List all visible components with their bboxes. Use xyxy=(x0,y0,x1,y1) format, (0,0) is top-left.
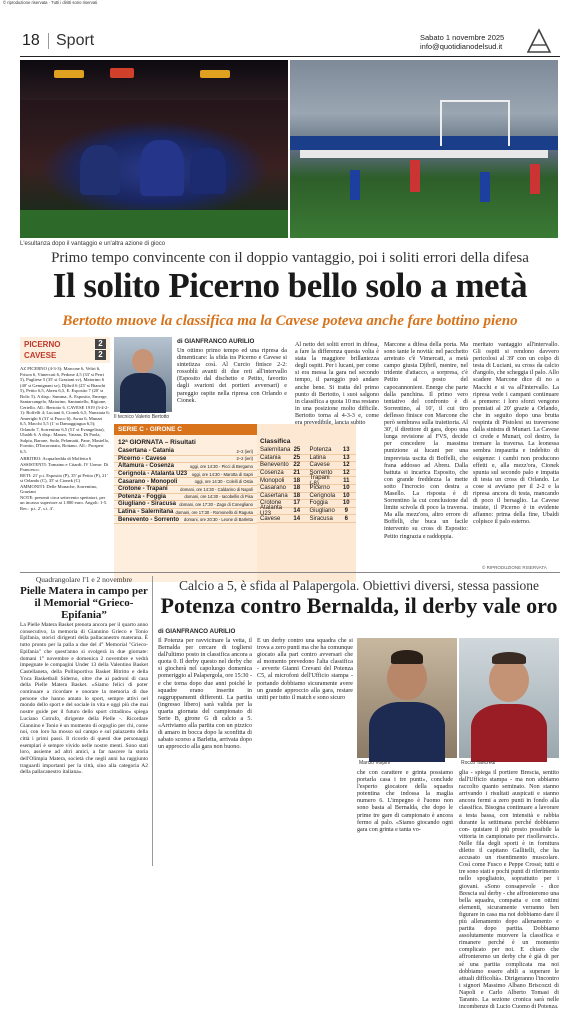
page-number: 18 xyxy=(22,32,40,49)
standings-row xyxy=(307,508,357,516)
standings-row xyxy=(307,474,357,487)
side-story-head xyxy=(20,575,148,621)
standings-points: 10 xyxy=(342,492,350,499)
coach-photo xyxy=(114,337,172,412)
top-photo-caption: L'esultanza dopo il vantaggio e un'altra azione di gioco xyxy=(20,241,166,247)
header-date: Sabato 1 novembre 2025 xyxy=(420,33,505,42)
standings-row xyxy=(257,447,307,455)
results-match: Crotone - Trapani xyxy=(118,486,168,493)
results-match: Giugliano - Siracusa xyxy=(118,501,177,508)
tancredi-caption: Rocco Tancredi xyxy=(461,760,496,766)
standings-points: 10 xyxy=(342,485,350,492)
top-byline: di GIANFRANCO AURILIO xyxy=(177,338,255,345)
standings-team: Casarano xyxy=(260,485,287,492)
home-team: PICERNO xyxy=(24,340,61,349)
header-rule xyxy=(20,56,560,57)
standings-team: Crotone xyxy=(260,500,282,507)
standings-team: Cosenza xyxy=(260,470,284,477)
standings-row xyxy=(257,515,307,523)
results-row xyxy=(114,516,257,524)
second-col-3: che con carattere e grinta possiamo portarla casa i tre punti», conclude l'esperto giocatore della squadra potentina che indossa la maglia numero 6. L'impegno è l'uomo non sono basta al Bernalda, che dopo le prime tre gare di campionato è ancora fermo al palo. «Siamo giocando ogni gara con grinta e tanta vo- xyxy=(357,770,453,833)
results-title: SERIE C - GIRONE C xyxy=(114,424,257,435)
header-email: info@quotidianodelsud.it xyxy=(420,42,503,51)
standings-team: Potenza xyxy=(309,447,332,454)
standings-row xyxy=(257,505,307,518)
volpini-photo xyxy=(357,638,457,758)
cards-text: AMMONITI: Delle Monache, Sorrentino, Graziani xyxy=(20,483,98,494)
results-subtitle: 12ª GIORNATA – Risultati xyxy=(118,439,196,446)
referee-text: ARBITRO: Acquafredda di Molfetta 6 xyxy=(20,456,92,461)
standings-points: 25 xyxy=(293,454,301,461)
results-row xyxy=(114,463,257,471)
second-col-1: Il Potenza per ravvicinare la vetta, il Bernalda per cercare di togliersi dall'ultimo posto in classifica ancora a quota 0. Il derby questo nel derby che si giocherà nel capoluogo domenica pomeriggio al Palapergola, ore 15:30 - e che torna dopo due anni poiché le squadre erano inserite in raggruppamenti differenti. La partita (ingresso libero) sarà valida per la quarta giornata del campionato di Serie B, girone G di calcio a 5. «Arriviamo alla partita con un pizzico di amaro in bocca dopo la sconfitta di sabato scorso a Barletta, arrivata dopo un approccio alla gara non buono. xyxy=(158,638,252,751)
results-score: domani, ore 14:30 - Iacobellis di Pisa xyxy=(184,494,253,500)
results-match: Altamura - Cosenza xyxy=(118,463,175,470)
standings-points: 18 xyxy=(293,485,301,492)
header-divider xyxy=(48,33,49,49)
mid-rule xyxy=(20,572,560,573)
standings-team: Giugliano xyxy=(309,508,335,515)
top-col-3: Marcone a difesa della porta. Ma sono tante le novità: nel pacchetto arretrato c'è Vimercati, a metà campo giusta Djibril, mentre, nel tridente d'attacco, a sorpresa, c'è Petito al posto del capocannoniere. Energe che parte dalla panchina. Il primo vero tentativo del confronto è di Sorrentino, al 10', il cui tiro deflesso finisce con Marcone che però sembrava sulla traiettoria. Al 30', il direttore di gara, dopo una lunga revisione al FVS, decide per concedere la massima punizione ai lucani per una imprevista uscita di Boffelli, che frana addosso ad Abreu. Dalla battuta si incarica Esposito, che con grande freddezza la mette sotto l'incrocio con destra a Masello. La risposta è di Sorrentino la cui conclusione dal limite scivola di poco la traversa. Ma alla mezz'ora, altro errore di Boffelli, che buca un facile intervento su cross di Esposito: Petito ringrazia e raddoppia. xyxy=(384,342,468,540)
celebration-photo xyxy=(20,60,288,238)
standings-row xyxy=(307,515,357,523)
side-divider xyxy=(152,576,153,866)
second-kicker: Calcio a 5, è sfida al Palapergola. Obiettivi diversi, stessa passione xyxy=(178,578,540,593)
standings-team: Latina xyxy=(309,454,326,461)
second-col-2: E un derby contro una squadra che si trova a zero punti ma che ha comunque giocato alla pari contro avversari che al momento prevedono l'alta classifica - avverte Gianni Crevani del Potenza C5, al microfoni dell'Ufficio stampa - portando dobbiamo sicuramente avere un grande approccio alla gara, restare uniti per tutto il match e sono sicuro xyxy=(257,638,353,701)
results-score: domani, ore 14:30 - Caldarino di Napoli xyxy=(180,486,253,492)
standings-row xyxy=(307,455,357,463)
results-score: oggi, ore 14:30 - Picci di Bergamo xyxy=(189,463,253,469)
results-row xyxy=(114,494,257,502)
results-score: oggi, ore 14:30 - Colelli di Ostia xyxy=(194,479,253,485)
assistants-text: ASSISTENTI: Tomaino e Citardi. IV Uomo: Di Francesco. xyxy=(20,461,109,472)
section-title: Sport xyxy=(56,32,95,49)
results-score: domani, ore 17:30 - Romonello di Ragusa xyxy=(175,509,253,515)
standings-points: 25 xyxy=(293,447,301,454)
home-goals: 2 xyxy=(95,339,106,349)
standings-row xyxy=(257,455,307,463)
results-row xyxy=(114,456,257,464)
standings-points: 10 xyxy=(342,500,350,507)
standings-team: Sorrento xyxy=(309,470,333,477)
standings-points: 9 xyxy=(344,508,348,515)
standings-title: Classifica xyxy=(260,438,291,445)
results-match: Latina - Salernitana xyxy=(118,509,174,516)
standings-points: 11 xyxy=(343,477,350,484)
results-row xyxy=(114,501,257,509)
second-col-4: glia - spiega il portiere Brescia, sentito dall'Ufficio stampa - ma non abbiamo raccolto quanto seminato. Non stanno arrivando i risultati auspicati e stanno ancora fermi a zero punti in fondo alla classifica. Bisogna continuare a lavorare a testa bassa, con intensità e rabbia durante la settimana perché dobbiamo con- quistare il più presto possibile la vittoria in campionato per risollevarci». Nelle fila degli sporti è in fornitura diletto il capitano Gallitelli, che ha accusato un risentimento muscolare. Così come Fusco e Peppe Crossi; tutti e tre sono stati e pochi punti di riferimento nello spogliatoio, soprattutto per i giovani. «Sono consapevole - dice Brescia sul derby - che affronteremo una bella squadra, compatta e con ottimi elementi, sicuramente verranno ben figurare in casa ma noi dobbiamo dare il più allenamento dopo allenamento e partita dopo partita. Dobbiamo assolutamente muovere la classifica e rimanere perché è un momento complicato per noi. E chiaro che affronteremo un derby che è già di per sé una partita complicata ma noi dobbiamo essere abili a superare le attuali difficoltà». Dirigeranno l'incontro i signori Massimo Albano Briscozzi di Napoli e Carlo Alberto Tomasi di Taranto. La sezione cronica sarà nelle incombenze di Lucio Cuomo di Potenza. xyxy=(459,770,559,1011)
top-col-4: meritato vantaggio all'intervallo. Gli ospiti si rendono davvero pericolosi al 39' con un colpo di testa di Luciani, su cross da calcio d'angolo, che scheggia il palo. Allo scadere Marcone dice di no a Macchi e si va all'intervallo. La ripresa vede i campani continuare a premere: i loro sforzi vengono premiati al 20' grazie a Orlando, che in seguito dopo una brutta respinta di Pistolesi su traversone dalla sinistra di Munari. La Cavese ci crede e Munari, col destro, fa tremare la traversa. La leonessa sembra impaurita e indebito di esigenze: i cambi non producono effetti e, alla mezz'ora, Cionek spunta sul secondo palo e impatta di testa un cross di Orlando. Le cose si avviano per il 2-2 e la ripresa ancora di testa, mancando di poco il bersaglio. La Cavese insiste, il Picerno è in evidente affanno: prima della fine, Ubaldi colpisce il palo esterno. xyxy=(473,342,559,526)
results-match: Cerignola - Atalanta U23 xyxy=(118,471,188,478)
standings-row xyxy=(307,447,357,455)
standings-team: Trapani (-8) xyxy=(309,474,330,487)
standings-team: Cavese xyxy=(309,462,330,469)
standings-row xyxy=(257,485,307,493)
standings-team: Catania xyxy=(260,454,281,461)
top-kicker: Primo tempo convincente con il doppio vantaggio, poi i soliti errori della difesa xyxy=(51,250,529,266)
standings-team: Monopoli xyxy=(260,477,285,484)
standings-team: Casertana xyxy=(260,492,288,499)
results-row xyxy=(114,448,257,456)
results-score: 2–2 (ieri) xyxy=(236,448,253,454)
standings-points: 13 xyxy=(342,454,350,461)
standings-table xyxy=(257,424,356,582)
standings-row xyxy=(257,470,307,478)
standings-row xyxy=(307,485,357,493)
notes-text: NOTE: presenti circa settecento spettatori, per un incasso superiore ai 1.800 euro. Angoli: 1-5. Rec.: p.t. 2', s.t. 4'. xyxy=(20,494,108,511)
results-row xyxy=(114,509,257,517)
standings-row xyxy=(307,462,357,470)
standings-team: Cavese xyxy=(260,515,281,522)
results-row xyxy=(114,486,257,494)
tancredi-photo xyxy=(459,638,559,758)
top-notice: © riproduzione riservata · Tutti i diritti sono riservati xyxy=(3,0,98,5)
top-headline: Il solito Picerno bello solo a metà xyxy=(52,266,528,305)
results-row xyxy=(114,478,257,486)
action-photo xyxy=(290,60,558,238)
side-body: La Pielle Matera Basket prenota ancora per il quarto anno consecutivo, la memoria di Giannino Grieco e Tonio Epifania, storici dirigenti della pallacanestro materana. È tutto pronto per la palla a due del 4° Memorial "Grieco-Epifania" che quest'anno si svolgerà in due giornate: domani 1° novembre e domenica 2 novembre e vedrà impegnate le compagini Under 13 della Valentino Basket Castellaneta, della Pollisportiva Basket Bitritto e della Ynca Basketball Siderno, oltre che ai padroni di casa della Pielle Matera Basket. «Siamo felici di poter continuare a ricordare e onorare la memoria di due persone che hanno amato lo sport, sempre attivi nel mondo dello sport e del sociale in vita e oggi più che mai nostre guide per il futuro dello sport cittadino» spiega Luciano Cotrufo, dirigente della Pielle -. Ricordare Giannino e Tonio è un momento di orgoglio per chi, come noi, con loro ha mosso sul campo e sul palazzetto della città i primi passi. Il ricordo di questi due personaggi esemplari è sempre vivido nelle nostre menti. Sono stati loro, assieme ad altri amici, a far nascere la storia dell'Olimpia Matera, società che negli anni ha raggiunto traguardi importanti per la città, sino alla categoria A2 della pallacanestro italiana». xyxy=(20,622,148,776)
score-box xyxy=(20,337,110,363)
results-score: 2–2 (ieri) xyxy=(236,456,253,462)
standings-points: 14 xyxy=(293,515,301,522)
standings-points: 12 xyxy=(342,470,350,477)
standings-team: Picerno xyxy=(309,485,330,492)
away-team: CAVESE xyxy=(24,351,57,360)
standings-team: Siracusa xyxy=(309,515,333,522)
away-goals: 2 xyxy=(95,350,106,360)
standings-row xyxy=(307,493,357,501)
results-score: domani, ore 20:30 - Leone di Barletta xyxy=(183,517,253,523)
side-headline: Pielle Matera in campo per il Memorial “Grieco-Epifania” xyxy=(20,585,148,621)
standings-points: 22 xyxy=(293,462,301,469)
second-headline: Potenza contro Bernalda, il derby vale oro xyxy=(160,593,558,618)
coach-caption: Il tecnico Valerio Bertotto xyxy=(114,414,170,420)
standings-row xyxy=(257,493,307,501)
lineup-text: AZ PICERNO (4-3-3): Marcone 6, Veltri 6, Frison 6, Vimercati 6, Pedone 4,5 (33' st Perri 5), Pugliese 5 (35' st Graziani sv), Maiorino 6 (40' st Gemignani sv), Djibril 6 (25' st Bianchi 5), Petito 6,5, Abreu 6,5, E. Esposito 7 (20' st Bolic 5). A disp.: Summa, A. Esposito, Emerge, Santarcangelo, Maiorino, Santaniello, Rigione, Ceriello. All.: Bertotto 6. CAVESE 1919 (3-4-2-1): Boffelli 4; Luciani 6, Cionek 6,5, Nunziata 6; Amerighi 6 (31' st Fusco 6), Awua 6, Munari 6,5, Macchi 5,5 (1' st Damaggiugua 6,5); Orlando 7, Sorrentino 6,5 (51' st Evangelista), Ubaldi 6. A disp.: Manzo, Vaiano, Di Paola, Sulpia, Barone, Suda, Pelamatti, Pane, Masiello, Fornito, D'Incoronato, Boitano. All.: Prosperi 6,5. xyxy=(20,366,110,454)
standings-points: 12 xyxy=(342,462,350,469)
standings-team: Salernitana xyxy=(260,447,291,454)
lineup-box xyxy=(20,366,110,511)
standings-points: 18 xyxy=(293,492,301,499)
standings-team: Cerignola xyxy=(309,492,336,499)
volpini-caption: Marcio Volpini xyxy=(359,760,391,766)
standings-team: Benevento xyxy=(260,462,289,469)
results-match: Casarano - Monopoli xyxy=(118,478,178,485)
standings-points: 13 xyxy=(342,447,350,454)
results-match: Casertana - Catania xyxy=(118,448,175,455)
standings-points: 14 xyxy=(293,508,301,515)
standings-points: 17 xyxy=(293,500,301,507)
results-score: domani, ore 17:30 - Zago di Conegliano xyxy=(179,501,253,507)
standings-points: 18 xyxy=(293,477,301,484)
side-kicker: Quadrangolare l'1 e 2 novembre xyxy=(35,575,133,584)
results-score: oggi, ore 14:30 - Marotta di Sapri xyxy=(191,471,253,477)
results-row xyxy=(114,471,257,479)
goals-text: RETI: 21' p.t. Esposito (P), 35' pt Petito (P), 21' st Orlando (C), 35' st Cionek (C) xyxy=(20,472,108,483)
copyright: © RIPRODUZIONE RISERVATA xyxy=(482,565,547,570)
standings-row xyxy=(307,500,357,508)
standings-team: Foggia xyxy=(309,500,328,507)
newspaper-logo-icon xyxy=(526,28,552,54)
standings-team: Atalanta U23 xyxy=(260,505,283,518)
results-match: Potenza - Foggia xyxy=(118,493,166,500)
top-subheadline: Bertotto muove la classifica ma la Cavese poteva anche fare bottino pieno xyxy=(62,313,518,329)
results-match: Benevento - Sorrento xyxy=(118,516,180,523)
standings-points: 6 xyxy=(344,515,348,522)
results-match: Picerno - Cavese xyxy=(118,455,167,462)
top-col-1: Un ottimo primo tempo ed una ripresa da dimenticare: la sfida tra Picerno e Cavese si sintetizza così. Al Curcio finisce 2-2: rossoblù avanti di due reti all'intervallo (Esposito dal dischetto e Petito, favorito dagli svarioni dei portieri avversari) e pareggio ospite nella ripresa con Orlando e Cionek. xyxy=(177,348,287,404)
standings-points: 21 xyxy=(293,470,301,477)
header-date-block xyxy=(420,33,504,51)
results-table xyxy=(114,424,257,582)
standings-row xyxy=(257,462,307,470)
top-col-2: Al netto dei soliti errori in difesa, a fare la differenza questa volta è stata la maggiore brillantezza degli ospiti. Per i lucani, per come si era messa la gara nel secondo tempo, il pareggio può andare anche bene. Si tratta del primo punto di Bertotto, i suoi salgono in classifica a quota 10 ma restano in una posizione molto difficile. Bertotto torna al 4-3-3 e, come era prevedibile, lancia subito xyxy=(295,342,379,427)
second-byline: di GIANFRANCO AURILIO xyxy=(158,628,236,635)
standings-row xyxy=(257,477,307,485)
